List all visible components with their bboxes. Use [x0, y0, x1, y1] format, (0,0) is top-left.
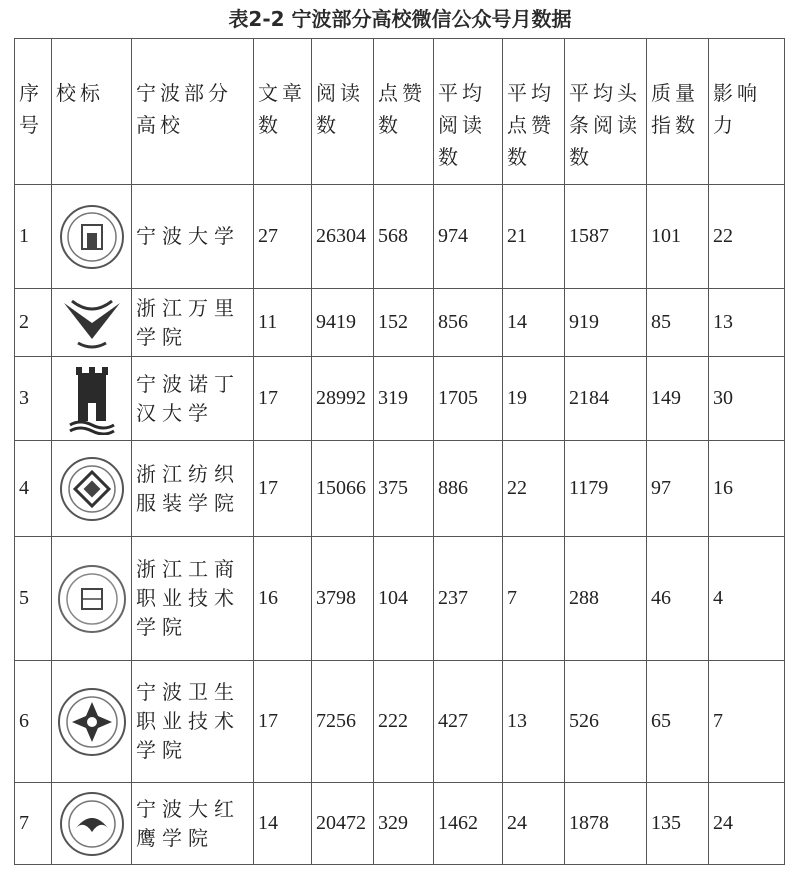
cell-quality-index: 135 — [647, 783, 709, 865]
cell-reads: 7256 — [312, 661, 374, 783]
cell-school-name: 宁波诺丁汉大学 — [132, 357, 254, 441]
cell-quality-index: 149 — [647, 357, 709, 441]
header-quality-index: 质量指数 — [647, 39, 709, 185]
cell-quality-index: 101 — [647, 185, 709, 289]
table-row — [15, 357, 785, 441]
cell-quality-index: 85 — [647, 289, 709, 357]
cell-reads: 3798 — [312, 537, 374, 661]
cell-school-name: 宁波大学 — [132, 185, 254, 289]
cell-school-name: 浙江工商职业技术学院 — [132, 537, 254, 661]
cell-reads: 20472 — [312, 783, 374, 865]
cell-avg-headline-reads: 288 — [565, 537, 647, 661]
cell-no: 1 — [15, 185, 52, 289]
table-row — [15, 441, 785, 537]
cell-quality-index: 97 — [647, 441, 709, 537]
table-caption: 表2-2 宁波部分高校微信公众号月数据 — [228, 7, 572, 31]
cell-school-name: 宁波大红鹰学院 — [132, 783, 254, 865]
cell-influence: 16 — [709, 441, 785, 537]
cell-articles: 16 — [254, 537, 312, 661]
header-avg-headline-reads: 平均头条阅读数 — [565, 39, 647, 185]
header-avg-likes: 平均点赞数 — [503, 39, 565, 185]
cell-likes: 104 — [374, 537, 434, 661]
cell-avg-likes: 13 — [503, 661, 565, 783]
cell-no: 2 — [15, 289, 52, 357]
header-reads: 阅读数 — [312, 39, 374, 185]
header-likes: 点赞数 — [374, 39, 434, 185]
cell-avg-reads: 886 — [434, 441, 503, 537]
cell-avg-likes: 7 — [503, 537, 565, 661]
header-influence: 影响力 — [709, 39, 785, 185]
header-logo: 校标 — [52, 39, 132, 185]
cell-influence: 13 — [709, 289, 785, 357]
table-row — [15, 537, 785, 661]
cell-likes: 152 — [374, 289, 434, 357]
cell-avg-headline-reads: 2184 — [565, 357, 647, 441]
cell-avg-reads: 237 — [434, 537, 503, 661]
cell-no: 3 — [15, 357, 52, 441]
cell-likes: 329 — [374, 783, 434, 865]
cell-avg-likes: 14 — [503, 289, 565, 357]
cell-reads: 26304 — [312, 185, 374, 289]
cell-avg-likes: 24 — [503, 783, 565, 865]
cell-quality-index: 65 — [647, 661, 709, 783]
cell-articles: 27 — [254, 185, 312, 289]
school-logo-icon — [52, 537, 132, 661]
cell-reads: 28992 — [312, 357, 374, 441]
cell-avg-headline-reads: 1878 — [565, 783, 647, 865]
cell-reads: 15066 — [312, 441, 374, 537]
table-row — [15, 783, 785, 865]
school-logo-icon — [52, 185, 132, 289]
header-school: 宁波部分高校 — [132, 39, 254, 185]
cell-avg-reads: 1462 — [434, 783, 503, 865]
cell-avg-headline-reads: 526 — [565, 661, 647, 783]
cell-avg-headline-reads: 919 — [565, 289, 647, 357]
cell-avg-reads: 427 — [434, 661, 503, 783]
cell-school-name: 浙江纺织服装学院 — [132, 441, 254, 537]
cell-influence: 22 — [709, 185, 785, 289]
school-logo-icon — [52, 661, 132, 783]
cell-likes: 319 — [374, 357, 434, 441]
cell-likes: 222 — [374, 661, 434, 783]
cell-influence: 30 — [709, 357, 785, 441]
cell-influence: 4 — [709, 537, 785, 661]
cell-articles: 11 — [254, 289, 312, 357]
table-row — [15, 185, 785, 289]
school-logo-icon — [52, 441, 132, 537]
cell-articles: 17 — [254, 357, 312, 441]
school-logo-icon — [52, 289, 132, 357]
cell-influence: 24 — [709, 783, 785, 865]
header-row — [15, 39, 785, 185]
cell-avg-headline-reads: 1179 — [565, 441, 647, 537]
cell-avg-reads: 856 — [434, 289, 503, 357]
cell-articles: 14 — [254, 783, 312, 865]
cell-no: 5 — [15, 537, 52, 661]
cell-likes: 375 — [374, 441, 434, 537]
table-row — [15, 289, 785, 357]
school-logo-icon — [52, 783, 132, 865]
cell-avg-likes: 21 — [503, 185, 565, 289]
cell-avg-reads: 974 — [434, 185, 503, 289]
cell-avg-likes: 22 — [503, 441, 565, 537]
header-articles: 文章数 — [254, 39, 312, 185]
cell-school-name: 浙江万里学院 — [132, 289, 254, 357]
cell-no: 6 — [15, 661, 52, 783]
cell-avg-headline-reads: 1587 — [565, 185, 647, 289]
cell-articles: 17 — [254, 661, 312, 783]
table-row — [15, 661, 785, 783]
university-wechat-table — [14, 38, 785, 865]
cell-articles: 17 — [254, 441, 312, 537]
header-avg-reads: 平均阅读数 — [434, 39, 503, 185]
cell-avg-reads: 1705 — [434, 357, 503, 441]
cell-no: 4 — [15, 441, 52, 537]
cell-quality-index: 46 — [647, 537, 709, 661]
cell-no: 7 — [15, 783, 52, 865]
cell-school-name: 宁波卫生职业技术学院 — [132, 661, 254, 783]
cell-avg-likes: 19 — [503, 357, 565, 441]
cell-reads: 9419 — [312, 289, 374, 357]
header-no: 序号 — [15, 39, 52, 185]
cell-likes: 568 — [374, 185, 434, 289]
cell-influence: 7 — [709, 661, 785, 783]
school-logo-icon — [52, 357, 132, 441]
